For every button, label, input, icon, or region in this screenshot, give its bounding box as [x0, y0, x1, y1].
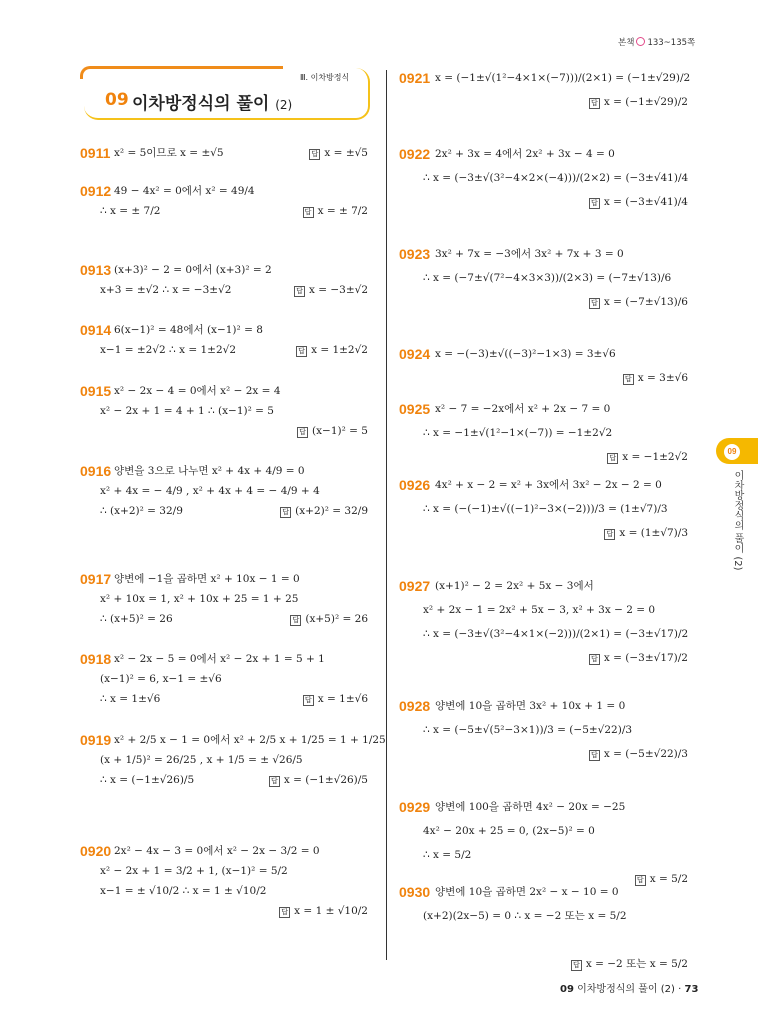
solution-line: (x + 1/5)² = 26/25 , x + 1/5 = ± √26/5 [100, 754, 303, 766]
solution-line: x+3 = ±√2 ∴ x = −3±√2 [100, 284, 232, 296]
answer [269, 773, 368, 787]
problem-number: 0930 [399, 884, 431, 900]
solution-line: ∴ x = −1±√(1²−1×(−7)) = −1±2√2 [423, 427, 613, 439]
page-ref-pages: 133~135쪽 [647, 38, 696, 48]
footer-chapter: 09 [560, 984, 574, 995]
solution-line: 양변에 10을 곱하면 2x² − x − 10 = 0 [435, 886, 619, 898]
page-number: 73 [684, 984, 699, 995]
answer-text: x = 5/2 [649, 873, 688, 885]
solution-line: ∴ x = (−1±√26)/5 [100, 774, 195, 786]
answer-mark-icon: 답 [279, 907, 290, 918]
solution-line: 4x² − 20x + 25 = 0, (2x−5)² = 0 [423, 825, 595, 837]
answer [294, 283, 368, 297]
answer-text: x = (−3±√41)/4 [603, 196, 688, 208]
solution-line: 양변을 3으로 나누면 x² + 4x + 4/9 = 0 [114, 465, 305, 477]
problem-number: 0929 [399, 799, 431, 815]
solution-line: 3x² + 7x = −3에서 3x² + 7x + 3 = 0 [435, 248, 624, 260]
solution-line: 49 − 4x² = 0에서 x² = 49/4 [114, 185, 255, 197]
chapter-number: 09 [105, 90, 129, 110]
answer-text: x = (−7±√13)/6 [603, 296, 688, 308]
answer-mark-icon: 답 [635, 875, 646, 886]
answer-mark-icon: 답 [269, 776, 280, 787]
side-tab-number: 09 [724, 444, 740, 460]
answer-text: x = −2 또는 x = 5/2 [585, 958, 688, 970]
page-ref-book: 본책 [618, 38, 635, 48]
problem-number: 0920 [80, 843, 112, 859]
problem-number: 0916 [80, 463, 112, 479]
solution-line: x² + 4x = − 4/9 , x² + 4x + 4 = − 4/9 + 4 [100, 485, 320, 497]
problem-number: 0918 [80, 651, 112, 667]
solution-line: 6(x−1)² = 48에서 (x−1)² = 8 [114, 324, 263, 336]
page-title [132, 89, 292, 114]
solution-line: 2x² + 3x = 4에서 2x² + 3x − 4 = 0 [435, 148, 615, 160]
answer [297, 424, 368, 438]
answer [279, 904, 368, 918]
solution-line: x² − 7 = −2x에서 x² + 2x − 7 = 0 [435, 403, 611, 415]
answer-mark-icon: 답 [290, 615, 301, 626]
answer [589, 195, 688, 209]
problem-number: 0912 [80, 183, 112, 199]
solution-line: ∴ x = (−5±√(5²−3×1))/3 = (−5±√22)/3 [423, 724, 633, 736]
answer-mark-icon: 답 [589, 198, 600, 209]
solution-line: (x+1)² − 2 = 2x² + 5x − 3에서 [435, 580, 594, 592]
solution-line: x² − 2x + 1 = 4 + 1 ∴ (x−1)² = 5 [100, 405, 274, 417]
answer-mark-icon: 답 [589, 750, 600, 761]
answer-mark-icon: 답 [294, 286, 305, 297]
solution-line: 양변에 −1을 곱하면 x² + 10x − 1 = 0 [114, 573, 300, 585]
answer-mark-icon: 답 [623, 374, 634, 385]
solution-line: x² − 2x + 1 = 3/2 + 1, (x−1)² = 5/2 [100, 865, 288, 877]
answer-mark-icon: 답 [280, 507, 291, 518]
answer-text: x = 1±√6 [317, 693, 368, 705]
answer-text: x = −3±√2 [308, 284, 368, 296]
answer-mark-icon: 답 [303, 695, 314, 706]
solution-line: x−1 = ± √10/2 ∴ x = 1 ± √10/2 [100, 885, 267, 897]
answer-text: x = (1±√7)/3 [619, 527, 688, 539]
answer [604, 526, 688, 540]
answer-mark-icon: 답 [296, 346, 307, 357]
answer-mark-icon: 답 [589, 298, 600, 309]
problem-number: 0924 [399, 346, 431, 362]
problem-number: 0919 [80, 732, 112, 748]
section-label: Ⅲ. 이차방정식 [300, 73, 350, 82]
solution-line: ∴ x = (−3±√(3²−4×1×(−2)))/(2×1) = (−3±√17)/2 [423, 628, 689, 640]
solution-line: ∴ (x+5)² = 26 [100, 613, 173, 625]
solution-line: x² + 10x = 1, x² + 10x + 25 = 1 + 25 [100, 593, 299, 605]
answer-text: (x+2)² = 32/9 [295, 505, 368, 517]
page-reference [618, 36, 695, 48]
answer-text: x = ±√5 [324, 147, 368, 159]
answer-mark-icon: 답 [604, 529, 615, 540]
solution-line: x² − 2x − 4 = 0에서 x² − 2x = 4 [114, 385, 281, 397]
answer [623, 371, 688, 385]
answer [309, 146, 368, 160]
title-sub: (2) [275, 98, 293, 112]
answer-mark-icon: 답 [607, 453, 618, 464]
solution-line: (x+3)² − 2 = 0에서 (x+3)² = 2 [114, 264, 272, 276]
column-divider [386, 70, 387, 960]
problem-number: 0926 [399, 477, 431, 493]
problem-number: 0915 [80, 383, 112, 399]
answer-text: x = (−3±√17)/2 [603, 652, 688, 664]
solution-line: x² − 2x − 5 = 0에서 x² − 2x + 1 = 5 + 1 [114, 653, 325, 665]
solution-line: ∴ x = (−3±√(3²−4×2×(−4)))/(2×2) = (−3±√41)/4 [423, 172, 689, 184]
problem-number: 0913 [80, 262, 112, 278]
problem-number: 0923 [399, 246, 431, 262]
answer-text: (x+5)² = 26 [305, 613, 368, 625]
answer [589, 95, 688, 109]
solution-line: ∴ x = (−7±√(7²−4×3×3))/(2×3) = (−7±√13)/6 [423, 272, 672, 284]
side-tab-label: 이차방정식의 풀이 (2) [732, 470, 743, 571]
answer-text: (x−1)² = 5 [312, 425, 368, 437]
solution-line: (x−1)² = 6, x−1 = ±√6 [100, 673, 222, 685]
answer [607, 450, 688, 464]
solution-line: ∴ x = ± 7/2 [100, 205, 161, 217]
answer-text: x = −1±2√2 [622, 451, 688, 463]
solution-line: ∴ (x+2)² = 32/9 [100, 505, 183, 517]
answer-mark-icon: 답 [303, 207, 314, 218]
solution-line: x = −(−3)±√((−3)²−1×3) = 3±√6 [435, 348, 616, 360]
answer [589, 651, 688, 665]
answer-mark-icon: 답 [297, 427, 308, 438]
problem-number: 0927 [399, 578, 431, 594]
solution-line: 양변에 10을 곱하면 3x² + 10x + 1 = 0 [435, 700, 626, 712]
problem-number: 0928 [399, 698, 431, 714]
answer-mark-icon: 답 [589, 654, 600, 665]
problem-number: 0921 [399, 70, 431, 86]
title-main: 이차방정식의 풀이 [132, 94, 270, 114]
solution-line: 2x² − 4x − 3 = 0에서 x² − 2x − 3/2 = 0 [114, 845, 320, 857]
footer-text: 이차방정식의 풀이 (2) [577, 984, 675, 995]
answer [296, 343, 368, 357]
answer-text: x = (−5±√22)/3 [603, 748, 688, 760]
answer [589, 747, 688, 761]
solution-line: x² + 2x − 1 = 2x² + 5x − 3, x² + 3x − 2 = 0 [423, 604, 656, 616]
solution-line: ∴ x = 5/2 [423, 849, 472, 861]
answer-text: x = 1 ± √10/2 [294, 905, 368, 917]
problem-number: 0911 [80, 145, 111, 161]
answer-text: x = (−1±√26)/5 [283, 774, 368, 786]
problem-number: 0925 [399, 401, 431, 417]
solution-line: ∴ x = 1±√6 [100, 693, 161, 705]
answer-mark-icon: 답 [589, 98, 600, 109]
answer-text: x = 3±√6 [637, 372, 688, 384]
page-footer [560, 980, 698, 995]
answer-mark-icon: 답 [309, 149, 320, 160]
answer [571, 957, 688, 971]
problem-number: 0917 [80, 571, 112, 587]
problem-number: 0922 [399, 146, 431, 162]
answer [290, 612, 368, 626]
answer-mark-icon: 답 [571, 960, 582, 971]
solution-line: x = (−1±√(1²−4×1×(−7)))/(2×1) = (−1±√29)/2 [435, 72, 691, 84]
answer-text: x = (−1±√29)/2 [603, 96, 688, 108]
problem-number: 0914 [80, 322, 112, 338]
answer [589, 295, 688, 309]
answer [303, 692, 368, 706]
answer-text: x = ± 7/2 [317, 205, 368, 217]
solution-line: x² + 2/5 x − 1 = 0에서 x² + 2/5 x + 1/25 = 1 + 1/25 [114, 734, 386, 746]
answer-text: x = 1±2√2 [311, 344, 368, 356]
solution-line: 양변에 100을 곱하면 4x² − 20x = −25 [435, 801, 626, 813]
footer-sep: · [678, 984, 682, 995]
solution-line: (x+2)(2x−5) = 0 ∴ x = −2 또는 x = 5/2 [423, 910, 627, 922]
solution-line: ∴ x = (−(−1)±√((−1)²−3×(−2)))/3 = (1±√7)/3 [423, 503, 668, 515]
answer [303, 204, 368, 218]
answer [280, 504, 368, 518]
solution-line: 4x² + x − 2 = x² + 3x에서 3x² − 2x − 2 = 0 [435, 479, 662, 491]
solution-line: x² = 5이므로 x = ±√5 [114, 147, 224, 159]
circle-icon [636, 37, 645, 46]
solution-line: x−1 = ±2√2 ∴ x = 1±2√2 [100, 344, 237, 356]
answer [635, 872, 688, 886]
